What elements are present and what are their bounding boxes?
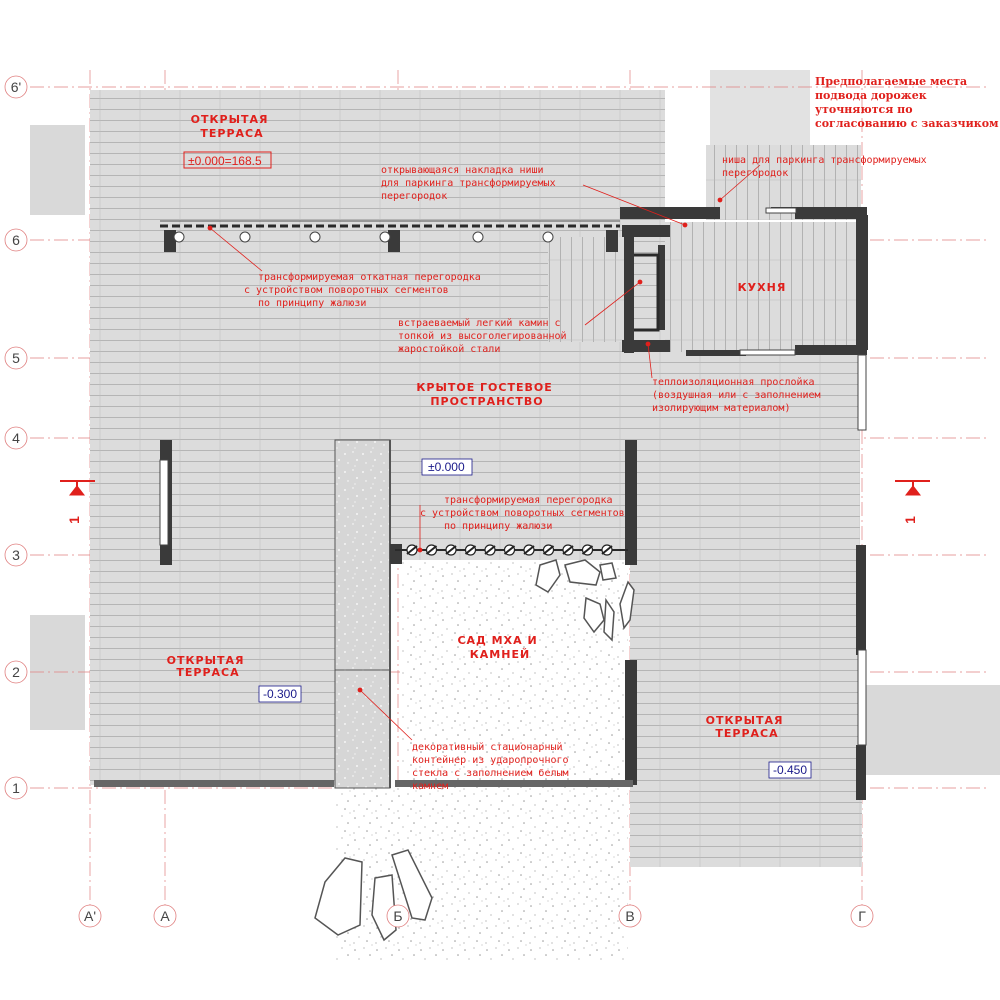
room-kitchen: КУХНЯ xyxy=(737,281,787,294)
note-niche-cover-3: перегородок xyxy=(381,191,448,202)
note-sliding-partition-2: с устройством поворотных сегментов xyxy=(244,285,449,296)
note-partition-3: по принципу жалюзи xyxy=(444,521,553,532)
note-fireplace-1: встраеваемый легкий камин с xyxy=(398,318,561,329)
axis-col-label: А' xyxy=(83,908,97,924)
room-open-terrace-top-1: ОТКРЫТАЯ xyxy=(190,113,269,126)
note-fireplace-3: жаростойкой стали xyxy=(398,344,501,355)
room-guest-space-2: ПРОСТРАНСТВО xyxy=(430,395,544,408)
note-paths-2: подвода дорожек xyxy=(815,89,927,102)
room-garden-2: КАМНЕЙ xyxy=(469,648,531,661)
note-sliding-partition-1: трансформируемая откатная перегородка xyxy=(258,272,481,283)
note-insulation-1: теплоизоляционная прослойка xyxy=(652,377,815,388)
note-partition-2: с устройством поворотных сегментов xyxy=(420,508,625,519)
note-fireplace-2: топкой из высоголегированной xyxy=(398,331,567,342)
room-open-terrace-left-2: ТЕРРАСА xyxy=(176,666,240,679)
axis-col-label: Б xyxy=(393,908,403,924)
svg-text:Предполагаемые места под xyxy=(815,75,999,130)
room-garden-1: САД МХА И xyxy=(457,634,538,647)
note-partition-1: трансформируемая перегородка xyxy=(444,495,613,506)
svg-text:КРЫТОЕ ГОСТЕВОЕ ПРОСТРАН xyxy=(416,381,557,408)
note-niche-1: ниша для паркинга трансформируемых xyxy=(722,155,927,166)
level-top: ±0.000=168.5 xyxy=(188,154,262,168)
svg-text:ОТКРЫТАЯ ТЕРРАСА xyxy=(191,113,274,140)
note-container-1: декоративный стационарный xyxy=(412,742,563,753)
axis-row-label: 4 xyxy=(12,430,20,446)
room-guest-space-1: КРЫТОЕ ГОСТЕВОЕ xyxy=(416,381,553,394)
room-open-terrace-left-1: ОТКРЫТАЯ xyxy=(166,654,245,667)
section-label-left: 1 xyxy=(66,516,82,524)
note-container-4: камнем xyxy=(412,781,449,792)
axis-row-label: 3 xyxy=(12,547,20,563)
axis-col-label: Г xyxy=(858,908,866,924)
note-container-2: контейнер из ударопрочного xyxy=(412,755,569,766)
level-left: -0.300 xyxy=(263,687,298,701)
note-sliding-partition-3: по принципу жалюзи xyxy=(258,298,367,309)
axis-row-label: 1 xyxy=(12,780,20,796)
axis-row-label: 6' xyxy=(10,79,22,95)
axis-row-label: 5 xyxy=(12,350,20,366)
svg-text:САД МХА И КАМНЕЙ xyxy=(457,634,542,661)
glass-container xyxy=(335,440,390,788)
note-insulation-3: изолирующим материалом) xyxy=(652,403,791,414)
note-niche-cover-2: для паркинга трансформируемых xyxy=(381,178,556,189)
level-right: -0.450 xyxy=(773,763,808,777)
deck-right xyxy=(630,555,862,867)
note-paths-1: Предполагаемые места xyxy=(815,75,968,88)
svg-text:ОТКРЫТАЯ ТЕРРАСА xyxy=(167,654,250,679)
room-open-terrace-right-1: ОТКРЫТАЯ xyxy=(705,714,784,727)
room-open-terrace-top-2: ТЕРРАСА xyxy=(200,127,264,140)
svg-text:ОТКРЫТАЯ ТЕРРАСА xyxy=(706,714,789,740)
note-niche-cover-1: открывающаяся накладка ниши xyxy=(381,165,544,176)
note-paths-3: уточняются по xyxy=(815,103,913,116)
deck-top-terrace xyxy=(90,90,665,222)
axis-row-label: 6 xyxy=(12,232,20,248)
note-insulation-2: (воздушная или с заполнением xyxy=(652,390,821,401)
note-paths-4: согласованию с заказчиком xyxy=(815,117,999,130)
section-label-right: 1 xyxy=(902,516,918,524)
note-container-3: стекла с заполнением белым xyxy=(412,768,569,779)
note-niche-2: перегородок xyxy=(722,168,789,179)
axis-col-label: В xyxy=(625,908,635,924)
level-center: ±0.000 xyxy=(428,460,465,474)
axis-col-label: А xyxy=(160,908,170,924)
axis-row-label: 2 xyxy=(12,664,20,680)
room-open-terrace-right-2: ТЕРРАСА xyxy=(715,727,779,740)
